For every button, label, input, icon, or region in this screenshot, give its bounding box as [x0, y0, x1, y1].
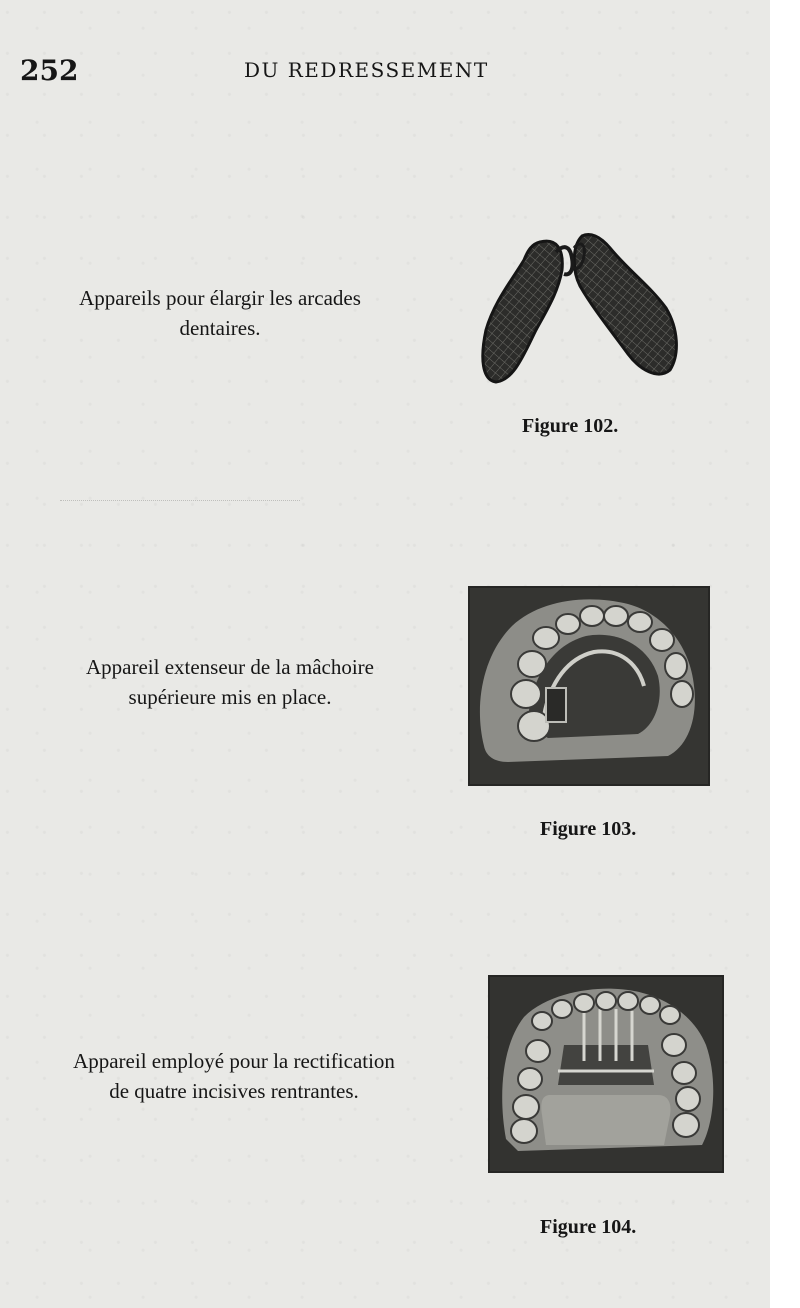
caption-line: Appareil employé pour la rectification [73, 1049, 395, 1073]
caption-line: dentaires. [179, 316, 261, 340]
figure-103-caption [40, 652, 420, 712]
figure-102-caption [40, 283, 400, 343]
caption-line: Appareils pour élargir les arcades [79, 286, 361, 310]
running-title: DU REDRESSEMENT [244, 58, 489, 82]
figure-103-label: Figure 103. [540, 818, 637, 840]
page-number: 252 [20, 54, 79, 87]
caption-line: de quatre incisives rentrantes. [109, 1079, 359, 1103]
figure-104-image [488, 975, 724, 1173]
figure-103-image [468, 586, 710, 786]
caption-line: Appareil extenseur de la mâchoire [85, 655, 375, 679]
figure-102-image [478, 230, 683, 390]
figure-104-label: Figure 104. [540, 1216, 637, 1238]
divider [60, 500, 300, 501]
figure-102-label: Figure 102. [522, 415, 619, 437]
figure-104-caption [44, 1046, 424, 1106]
caption-line: supérieure mis en place. [128, 685, 332, 709]
